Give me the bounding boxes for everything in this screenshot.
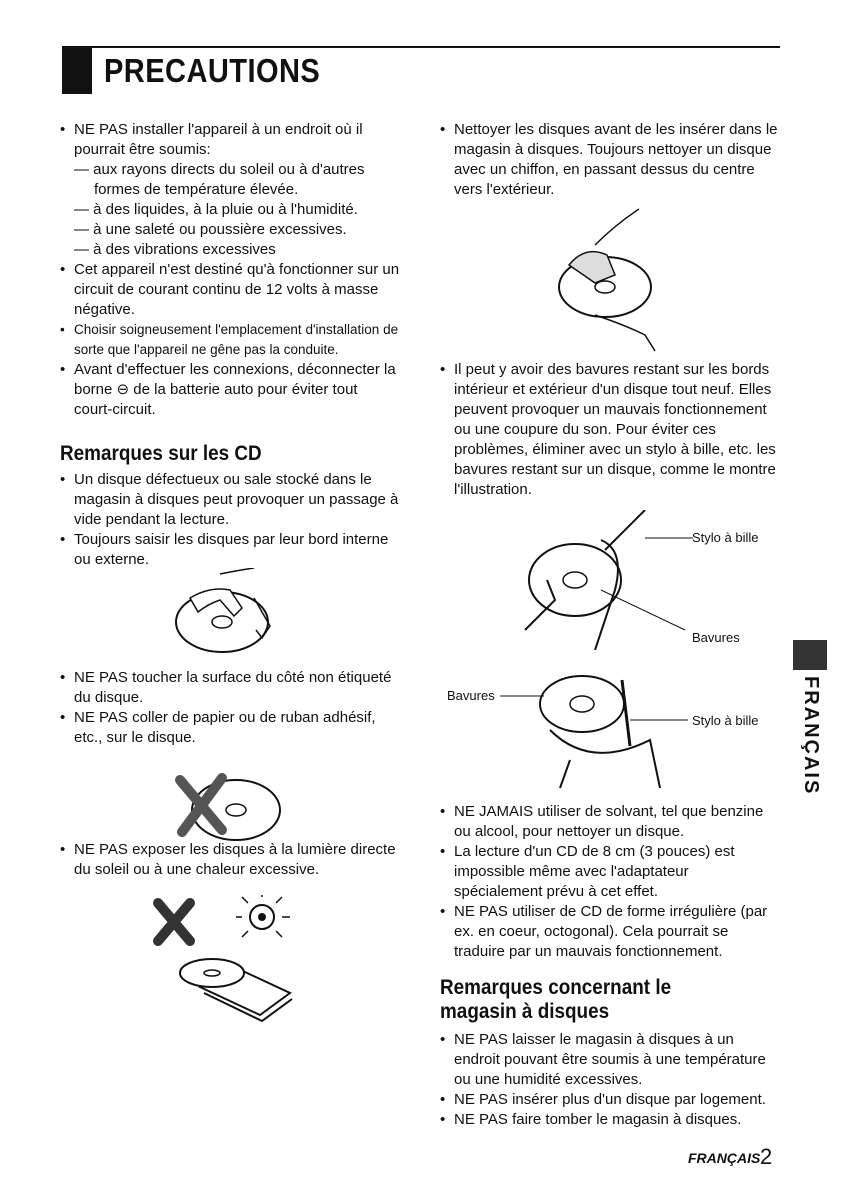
list-item: • Cet appareil n'est destiné qu'à fonctionner sur un circuit de courant continu de 12 volts à masse négative. [60, 260, 400, 320]
sub-item: — à une saleté ou poussière excessives. [74, 220, 400, 240]
no-touch-disc-illustration [170, 770, 290, 850]
sub-item: — à des vibrations excessives [74, 240, 400, 260]
install-sub-list [74, 160, 400, 260]
cd-heading: Remarques sur les CD [60, 442, 262, 465]
list-item: • Avant d'effectuer les connexions, déconnecter la borne ⊖ de la batterie auto pour éviter tout court-circuit. [60, 360, 400, 420]
label-bavures-2: Bavures [447, 688, 495, 703]
list-item: • NE PAS toucher la surface du côté non étiqueté du disque. [60, 668, 400, 708]
cd-list [60, 470, 400, 570]
cd-list-2 [60, 668, 400, 748]
sub-item: — à des liquides, à la pluie ou à l'humidité. [74, 200, 400, 220]
list-item: • Choisir soigneusement l'emplacement d'installation de sorte que l'appareil ne gêne pas la conduite. [60, 320, 400, 360]
list-item: • NE PAS utiliser de CD de forme irrégulière (par ex. en coeur, octogonal). Cela pourrait se traduire par un mauvais fonctionnement. [440, 902, 780, 962]
list-item: • NE JAMAIS utiliser de solvant, tel que benzine ou alcool, pour nettoyer un disque. [440, 802, 780, 842]
list-item: • Un disque défectueux ou sale stocké dans le magasin à disques peut provoquer un passage à vide pendant la lecture. [60, 470, 400, 530]
solvent-list [440, 802, 780, 962]
no-sunlight-illustration [150, 895, 310, 1030]
list-item: • NE PAS exposer les disques à la lumière directe du soleil ou à une chaleur excessive. [60, 840, 400, 880]
top-rule [62, 46, 780, 48]
title-block-marker [62, 48, 92, 94]
cleaning-disc-illustration [555, 205, 665, 355]
list-item: • Toujours saisir les disques par leur bord interne ou externe. [60, 530, 400, 570]
install-list [60, 120, 400, 420]
list-item: • NE PAS laisser le magasin à disques à un endroit pouvant être soumis à une température ou une humidité excessives. [440, 1030, 780, 1090]
burrs-text: Il peut y avoir des bavures restant sur les bords intérieur et extérieur d'un disque tout neuf. Elles peuvent provoquer un mauvais fonctionnement ou une coupure du son. Pour éviter ces problèmes, éliminer avec un stylo à bille, etc. les bavures restant sur un disque, comme le montre l'illustration. [454, 361, 776, 498]
list-item: • Nettoyer les disques avant de les insérer dans le magasin à disques. Toujours nettoyer un disque avec un chiffon, en passant dessus du centre vers l'extérieur. [440, 120, 780, 200]
page-title: PRECAUTIONS [104, 52, 321, 89]
sub-item: — aux rayons directs du soleil ou à d'autres formes de température élevée. [74, 160, 400, 200]
hand-holding-disc-illustration [170, 568, 290, 658]
label-bavures-1: Bavures [692, 630, 740, 645]
list-item [60, 120, 400, 260]
clean-list [440, 120, 780, 200]
magazine-list [440, 1030, 780, 1130]
left-column [60, 120, 400, 880]
right-column-lower [440, 802, 780, 1130]
list-item: • NE PAS coller de papier ou de ruban adhésif, etc., sur le disque. [60, 708, 400, 748]
magazine-heading: Remarques concernant le magasin à disques [440, 976, 672, 1023]
list-item: • NE PAS faire tomber le magasin à disques. [440, 1110, 780, 1130]
footer-language: FRANÇAIS [688, 1150, 761, 1166]
burrs-list [440, 360, 780, 500]
label-stylo-2: Stylo à bille [692, 713, 759, 728]
pen-removing-burrs-edge-illustration [500, 660, 690, 790]
list-item: • NE PAS insérer plus d'un disque par logement. [440, 1090, 780, 1110]
list-item: • La lecture d'un CD de 8 cm (3 pouces) est impossible même avec l'adaptateur spécialement prévu à cet effet. [440, 842, 780, 902]
label-stylo-1: Stylo à bille [692, 530, 759, 545]
pen-removing-burrs-illustration [505, 510, 695, 650]
install-lead: NE PAS installer l'appareil à un endroit où il pourrait être soumis: [74, 121, 363, 158]
page-number: 2 [760, 1144, 773, 1169]
language-tab-marker [793, 640, 827, 670]
side-language-label: FRANÇAIS [800, 676, 822, 796]
list-item [440, 360, 780, 500]
